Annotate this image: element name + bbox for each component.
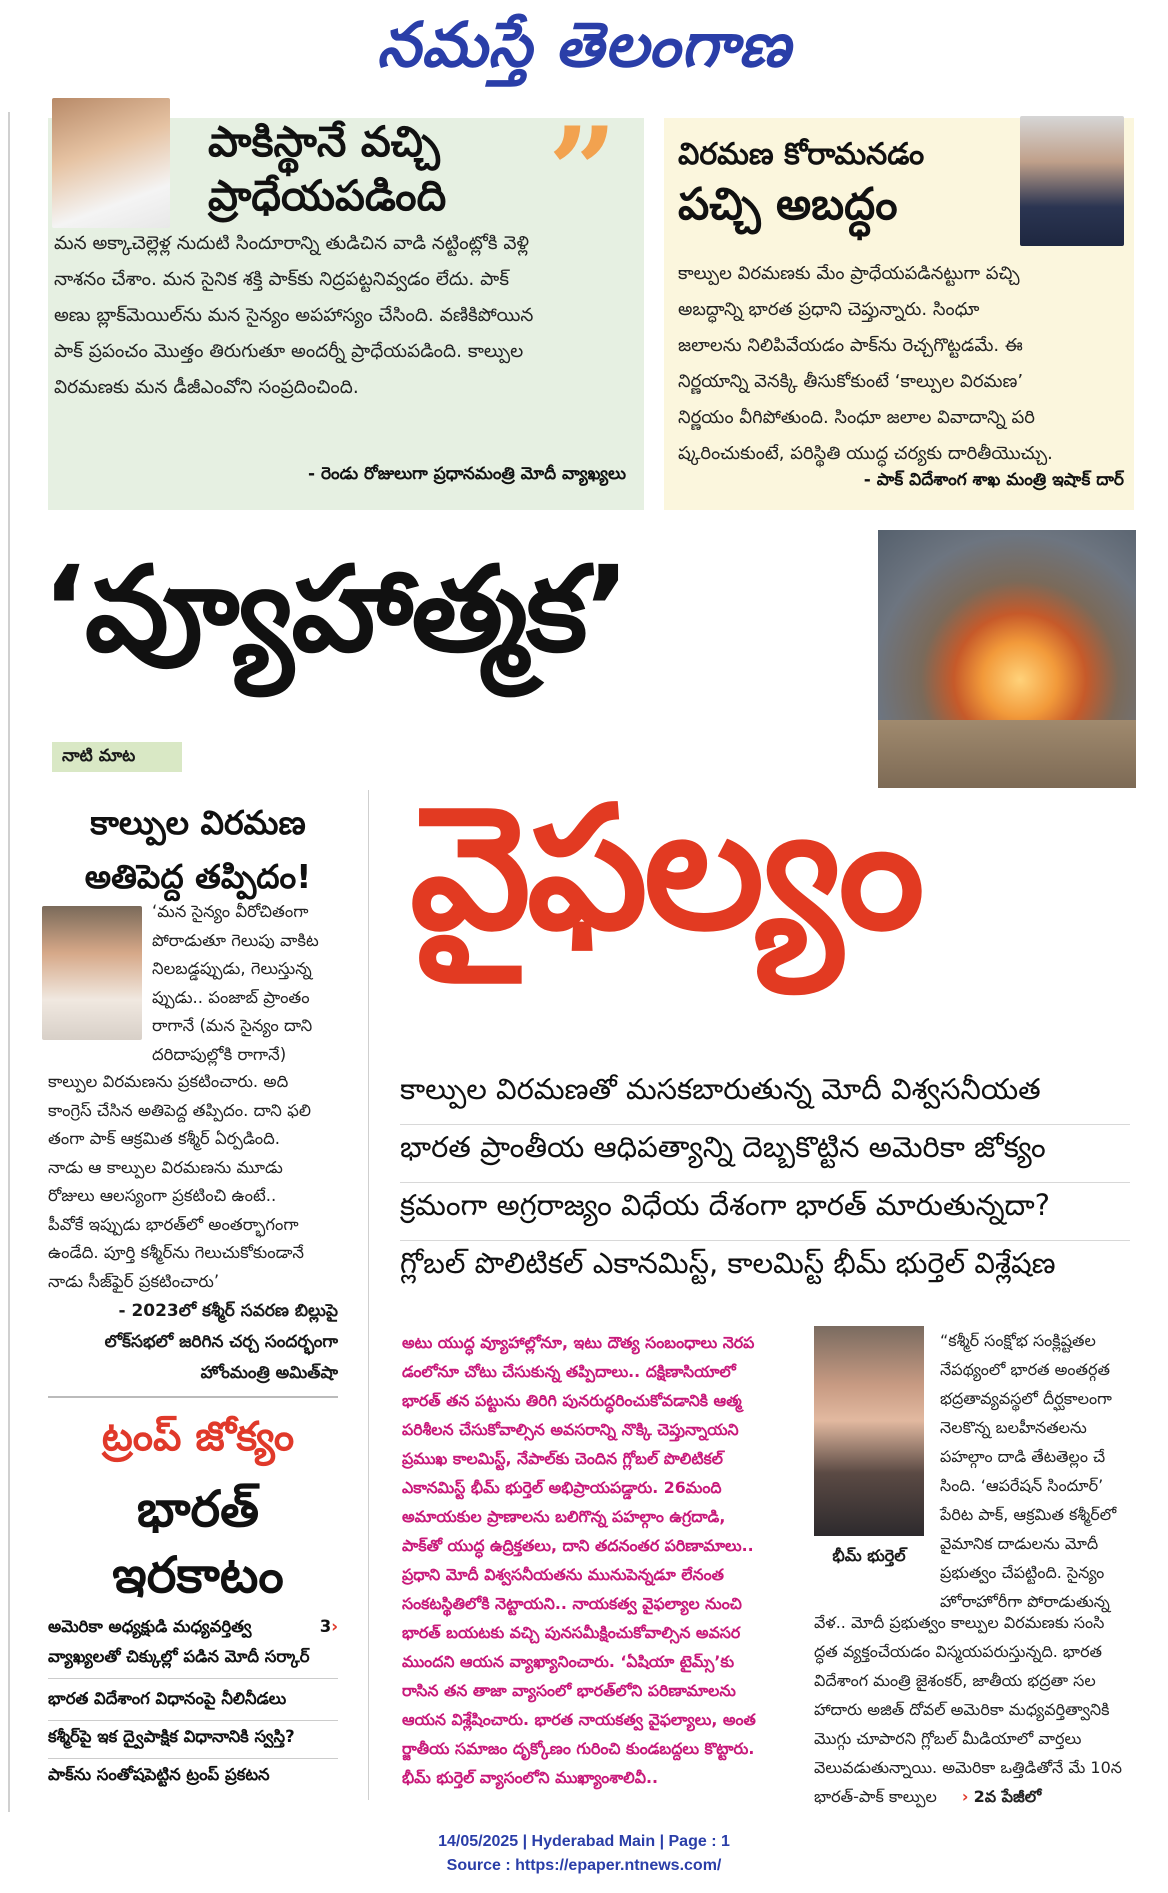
column-rule	[368, 790, 369, 1800]
text-line: భద్రతావ్యవస్థలో దీర్ఘకాలంగా	[940, 1389, 1112, 1408]
headline-line: ఇరకాటం	[112, 1546, 284, 1604]
footer-date: 14/05/2025 | Hyderabad Main | Page : 1	[438, 1833, 730, 1850]
text-line: మొగ్గు చూపారని గ్లోబల్ మీడియాలో వార్తలు	[814, 1729, 1082, 1748]
modi-quote-attribution: - రెండు రోజులుగా ప్రధానమంత్రి మోదీ వ్యాఖ్యలు	[308, 464, 626, 484]
modi-quote-title-2: ప్రాధేయపడింది	[208, 171, 447, 220]
text-line: జలాలను నిలిపివేయడం పాక్‌ను రెచ్చగొట్టడమే. ఈ	[678, 335, 1023, 356]
ishaq-dar-photo	[1020, 116, 1124, 246]
text-line: ప్పుడు.. పంజాబ్ ప్రాంతం	[152, 987, 310, 1007]
text-line: రోజులు ఆలస్యంగా ప్రకటించి ఉంటే..	[48, 1186, 277, 1205]
text-line: ర్జాతీయ సమాజం దృక్కోణం గురించి కుండబద్దలు కొట్టారు.	[402, 1739, 755, 1758]
text-line: దరిదాపుల్లోకి రాగానే)	[152, 1044, 287, 1064]
attribution-line: లోక్‌సభలో జరిగిన చర్చ సందర్భంగా	[104, 1332, 338, 1352]
text-line: ప్రధాని మోదీ విశ్వసనీయతను మునుపెన్నడూ లేనంత	[402, 1565, 724, 1584]
modi-quote-body	[54, 226, 644, 406]
bullet-text: వ్యాఖ్యలతో చిక్కుల్లో పడిన మోదీ సర్కార్	[48, 1647, 310, 1666]
modi-quote-box	[48, 101, 644, 510]
text-line: నాడు సీజ్‌ఫైర్ ప్రకటించారు’	[48, 1271, 220, 1291]
text-line: భారత్ తన పట్టును తిరిగి పునరుద్ధరించుకోవడానికి ఆత్మ	[402, 1391, 742, 1410]
amit-shah-photo	[42, 906, 142, 1040]
text-line: పేరిట పాక్, ఆక్రమిత కశ్మీర్‌లో	[940, 1505, 1117, 1524]
india-dilemma-headline	[48, 1476, 348, 1608]
arrow-right-icon: ›	[961, 1787, 969, 1806]
text-line: పాక్‌తో యుద్ధ ఉద్రిక్తతలు, దాని తదనంతర పరిణామాలు..	[402, 1536, 754, 1555]
text-line: మన అక్కాచెల్లెళ్ల నుదుటి సిందూరాన్ని తుడిచిన వాడి నట్టింట్లోకి వెళ్లి	[54, 233, 530, 254]
amit-shah-headline	[48, 796, 348, 904]
article-column-bottom	[814, 1608, 1136, 1811]
text-line: భారత్ బయటకు వచ్చి పునసమీక్షించుకోవాల్సిన అవసర	[402, 1623, 741, 1642]
divider	[48, 1396, 338, 1398]
text-line: ముందని ఆయన వ్యాఖ్యానించారు. ‘ఏషియా టైమ్స్’కు	[402, 1652, 735, 1671]
text-line: పరిశీలన చేసుకోవాల్సిన అవసరాన్ని నొక్కి చెప్తున్నాయని	[402, 1420, 739, 1439]
text-line: వేళ.. మోదీ ప్రభుత్వం కాల్పుల విరమణకు సంసి	[814, 1613, 1105, 1632]
text-line: రాసిన తన తాజా వ్యాసంలో భారత్‌లోని పరిణామాలను	[402, 1681, 736, 1700]
text-line: నాడు ఆ కాల్పుల విరమణను మూడు	[48, 1157, 283, 1177]
text-line: ఆయన విశ్లేషించారు. భారత నాయకత్వ వైఫల్యాలు, అంత	[402, 1710, 756, 1729]
deck-line: కాల్పుల విరమణతో మసకబారుతున్న మోదీ విశ్వసనీయత	[400, 1072, 1130, 1125]
text-line: ఎకానమిస్ట్ భీమ్ భుర్తెల్ అభిప్రాయపడ్డారు. 26మంది	[402, 1478, 722, 1497]
text-line: అటు యుద్ధ వ్యూహాల్లోనూ, ఇటు దౌత్య సంబంధాలు నెరప	[402, 1333, 755, 1352]
dar-quote-attribution: - పాక్ విదేశాంగ శాఖ మంత్రి ఇషాక్ దార్	[863, 470, 1124, 490]
arrow-right-icon: ›	[331, 1617, 338, 1636]
text-line: విరమణకు మన డీజీఎంవోని సంప్రదించింది.	[54, 377, 359, 398]
text-line: అబద్ధాన్ని భారత ప్రధాని చెప్తున్నారు. సింధూ	[678, 299, 980, 320]
text-fragment: భారత్-పాక్ కాల్పుల	[814, 1787, 937, 1806]
text-line: పోరాడుతూ గెలుపు వాకిట	[152, 930, 319, 950]
text-line: అణు బ్లాక్‌మెయిల్‌ను మన సైన్యం అపహాస్యం చేసింది. వణికిపోయిన	[54, 305, 534, 326]
text-line: ‘మన సైన్యం వీరోచితంగా	[152, 902, 309, 921]
text-line: హోరాహోరీగా పోరాడుతున్న	[940, 1592, 1110, 1611]
article-column	[940, 1326, 1136, 1616]
bhim-bhurtel-photo	[814, 1326, 924, 1536]
text-line: రాగానే (మన సైన్యం దాని	[152, 1016, 313, 1035]
trump-headline: ట్రంప్ జోక్యం	[101, 1414, 295, 1460]
deck-line: క్రమంగా అగ్రరాజ్యం విధేయ దేశంగా భారత్ మారుతున్నదా?	[400, 1188, 1130, 1241]
text-line: నిలబడ్డప్పుడు, గెలుస్తున్న	[152, 959, 312, 978]
bullet-text: భారత విదేశాంగ విధానంపై నీలినీడలు	[48, 1689, 287, 1708]
text-line: సంకటస్థితిలోకి నెట్టాయని.. నాయకత్వ వైఫల్యాల నుంచి	[402, 1594, 742, 1613]
attribution-line: హోంమంత్రి అమిత్‌షా	[200, 1363, 338, 1383]
attribution-line: - 2023లో కశ్మీర్ సవరణ బిల్లుపై	[118, 1301, 338, 1321]
headline-strategic: ‘వ్యూహాత్మక’	[42, 540, 629, 678]
text-line: పీవోకే ఇప్పుడు భారత్‌లో అంతర్భాగంగా	[48, 1214, 299, 1234]
text-line: డంలోనూ చోటు చేసుకున్న తప్పిదాలు.. దక్షిణాసియాలో	[402, 1362, 736, 1381]
text-line: కాల్పుల విరమణకు మేం ప్రాధేయపడినట్టుగా పచ్చి	[678, 263, 1020, 284]
amit-shah-quote-wide	[48, 1068, 348, 1296]
bullet-item	[48, 1684, 338, 1721]
text-line: తంగా పాక్ ఆక్రమిత కశ్మీర్ ఏర్పడింది.	[48, 1129, 281, 1148]
page-ref: 3	[319, 1617, 332, 1636]
dar-quote-title-1: విరమణ కోరామనడం	[678, 137, 925, 172]
text-line: వైమానిక దాడులను మోదీ	[940, 1534, 1099, 1553]
text-line: కాంగ్రెస్ చేసిన అతిపెద్ద తప్పిదం. దాని ఫలి	[48, 1100, 311, 1120]
dar-quote-title-2: పచ్చి అబద్ధం	[678, 179, 898, 230]
text-line: ద్ధత వ్యక్తంచేయడం విస్మయపరుస్తున్నది. భారత	[814, 1642, 1103, 1661]
text-line: హాదారు అజిత్ దోవల్ అమెరికా మధ్యవర్తిత్వానికి	[814, 1700, 1110, 1719]
text-line: ప్రముఖ కాలమిస్ట్, నేపాల్‌కు చెందిన గ్లోబల్ పొలిటికల్	[402, 1449, 724, 1468]
text-line: ప్రభుత్వం చేపట్టింది. సైన్యం	[940, 1563, 1105, 1582]
headline-failure: వైఫల్యం	[410, 770, 921, 968]
text-line: పహల్గాం దాడి తేటతెల్లం చే	[940, 1447, 1106, 1466]
text-line: ఉండేది. పూర్తి కశ్మీర్‌ను గెలుచుకోకుండానే	[48, 1243, 304, 1262]
text-line: భీమ్ భుర్తెల్ వ్యాసంలోని ముఖ్యాంశాలివీ..	[402, 1768, 658, 1787]
text-line: “కశ్మీర్ సంక్షోభ సంక్లిష్టతల	[940, 1331, 1096, 1350]
headline-line: అతిపెద్ద తప్పిదం!	[84, 857, 312, 896]
amit-shah-quote-narrow	[152, 898, 340, 1069]
deck-line: భారత ప్రాంతీయ ఆధిపత్యాన్ని దెబ్బకొట్టిన అమెరికా జోక్యం	[400, 1130, 1130, 1183]
headline-line: భారత్	[136, 1480, 260, 1538]
text-line: విదేశాంగ మంత్రి జైశంకర్, జాతీయ భద్రతా సల	[814, 1671, 1096, 1690]
text-line: సింది. ‘ఆపరేషన్ సిందూర్’	[940, 1476, 1104, 1495]
deck-line: గ్లోబల్ పొలిటికల్ ఎకానమిస్ట్, కాలమిస్ట్ భీమ్ భుర్తెల్ విశ్లేషణ	[400, 1246, 1056, 1280]
text-line: నిర్ణయాన్ని వెనక్కి తీసుకోకుంటే ‘కాల్పుల విరమణ’	[678, 371, 1024, 392]
bhim-bhurtel-caption: భీమ్ భుర్తెల్	[832, 1546, 906, 1565]
bullet-text: కశ్మీర్‌పై ఇక ద్వైపాక్షిక విధానానికి స్వస్తి?	[48, 1727, 295, 1746]
quote-mark-icon: ”	[548, 101, 618, 242]
modi-photo	[52, 98, 170, 228]
dar-quote-body	[678, 256, 1128, 472]
bullet-text: పాక్‌ను సంతోషపెట్టిన ట్రంప్ ప్రకటన	[48, 1765, 270, 1784]
text-line: అమాయకుల ప్రాణాలను బలిగొన్న పహల్గాం ఉగ్రదాడి,	[402, 1507, 726, 1526]
text-line: నిర్ణయం వీగిపోతుంది. సింధూ జలాల వివాదాన్ని పరి	[678, 407, 1035, 428]
footer-source-link[interactable]: Source : https://epaper.ntnews.com/	[446, 1857, 722, 1874]
text-line: కాల్పుల విరమణను ప్రకటించారు. అది	[48, 1072, 289, 1091]
modi-quote-title-1: పాకిస్థానే వచ్చి	[208, 117, 440, 166]
headline-line: కాల్పుల విరమణ	[90, 803, 306, 842]
bullet-item	[48, 1612, 338, 1679]
section-tag: నాటి మాట	[52, 742, 182, 772]
masthead-title: నమస్తే తెలంగాణ	[376, 8, 792, 81]
continued-link[interactable]: 2వ పేజీలో	[973, 1787, 1042, 1806]
masthead	[0, 0, 1168, 100]
text-line: నాశనం చేశాం. మన సైనిక శక్తి పాక్‌కు నిద్రపట్టనివ్వడం లేదు. పాక్	[54, 269, 510, 290]
text-line: నెలకొన్న బలహీనతలను	[940, 1418, 1087, 1437]
bullet-text: అమెరికా అధ్యక్షుడి మధ్యవర్తిత్వ	[48, 1617, 252, 1636]
page-footer	[0, 1830, 1168, 1878]
bullet-item	[48, 1722, 338, 1759]
text-line: వెలువడుతున్నాయి. అమెరికా ఒత్తిడితోనే మే 10న	[814, 1758, 1122, 1777]
bullet-item	[48, 1760, 338, 1796]
text-line: నేపథ్యంలో భారత అంతర్గత	[940, 1360, 1110, 1379]
dar-quote-box	[664, 118, 1134, 510]
text-line: పాక్ ప్రపంచం మొత్తం తిరుగుతూ అందర్నీ ప్రాధేయపడింది. కాల్పుల	[54, 341, 524, 362]
amit-shah-attribution	[48, 1296, 338, 1389]
text-line: ష్కరించుకుంటే, పరిస్థితి యుద్ధ చర్యకు దారితీయొచ్చు.	[678, 443, 1053, 464]
text-line	[814, 1782, 1136, 1811]
article-intro	[402, 1328, 776, 1792]
